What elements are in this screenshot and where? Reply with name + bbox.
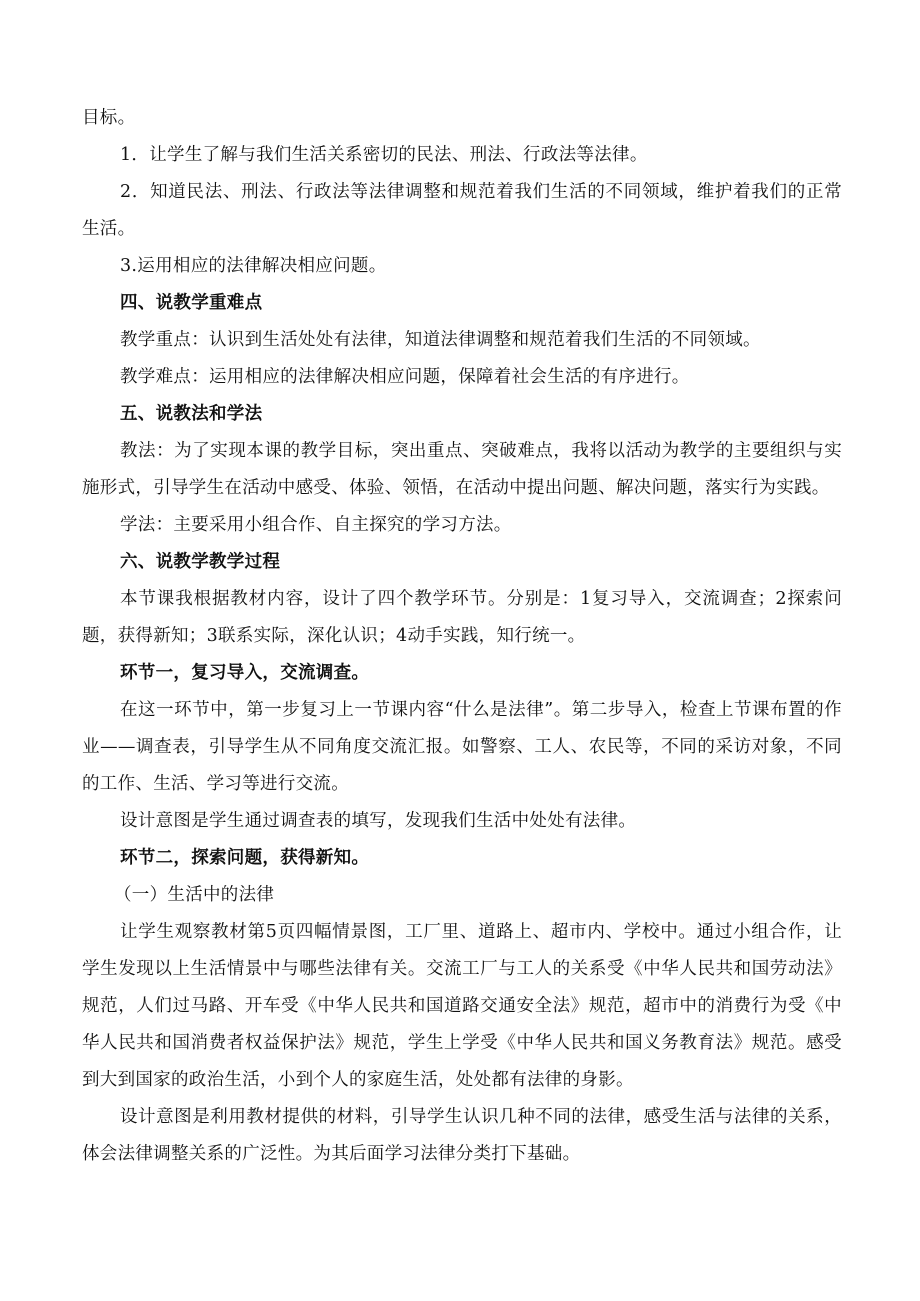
- section-heading-process: 六、说教学教学过程: [120, 552, 281, 572]
- step-two-intent: 设计意图是利用教材提供的材料，引导学生认识几种不同的法律，感受生活与法律的关系，体会法律调整关系的广泛性。为其后面学习法律分类打下基础。: [82, 1107, 842, 1164]
- paragraph-goal-tail: 目标。: [82, 108, 136, 128]
- step-two-heading: 环节二，探索问题，获得新知。: [120, 848, 370, 868]
- step-two-body: 让学生观察教材第5页四幅情景图，工厂里、道路上、超市内、学校中。通过小组合作，让学生发现以上生活情景中与哪些法律有关。交流工厂与工人的关系受《中华人民共和国劳动法》规范，人们过马路、开车受《中华人民共和国道路交通安全法》规范，超市中的消费行为受《中华人民共和国消费者权益保护法》规范，学生上学受《中华人民共和国义务教育法》规范。感受到大到国家的政治生活，小到个人的家庭生活，处处都有法律的身影。: [82, 922, 842, 1090]
- section-heading-methods: 五、说教法和学法: [120, 404, 263, 424]
- process-overview: 本节课我根据教材内容，设计了四个教学环节。分别是：1复习导入，交流调查；2探索问题，获得新知；3联系实际，深化认识；4动手实践，知行统一。: [82, 589, 842, 646]
- step-one-heading: 环节一，复习导入，交流调查。: [120, 663, 370, 683]
- section-heading-key-points: 四、说教学重难点: [120, 293, 263, 313]
- learning-method: 学法：主要采用小组合作、自主探究的学习方法。: [120, 515, 512, 535]
- goal-item-1: 1．让学生了解与我们生活关系密切的民法、刑法、行政法等法律。: [120, 145, 648, 165]
- step-two-subheading: （一）生活中的法律: [114, 885, 275, 905]
- document-page: [82, 100, 842, 1173]
- teaching-difficulty: 教学难点：运用相应的法律解决相应问题，保障着社会生活的有序进行。: [120, 367, 690, 387]
- teaching-method: 教法：为了实现本课的教学目标，突出重点、突破难点，我将以活动为教学的主要组织与实施形式，引导学生在活动中感受、体验、领悟，在活动中提出问题、解决问题，落实行为实践。: [82, 441, 842, 498]
- step-one-intent: 设计意图是学生通过调查表的填写，发现我们生活中处处有法律。: [120, 811, 637, 831]
- goal-item-3: 3.运用相应的法律解决相应问题。: [120, 256, 387, 276]
- step-one-body: 在这一环节中，第一步复习上一节课内容“什么是法律”。第二步导入，检查上节课布置的作业——调查表，引导学生从不同角度交流汇报。如警察、工人、农民等，不同的采访对象，不同的工作、生活、学习等进行交流。: [82, 700, 842, 794]
- teaching-focus: 教学重点：认识到生活处处有法律，知道法律调整和规范着我们生活的不同领域。: [120, 330, 761, 350]
- goal-item-2: 2．知道民法、刑法、行政法等法律调整和规范着我们生活的不同领域，维护着我们的正常生活。: [82, 182, 842, 239]
